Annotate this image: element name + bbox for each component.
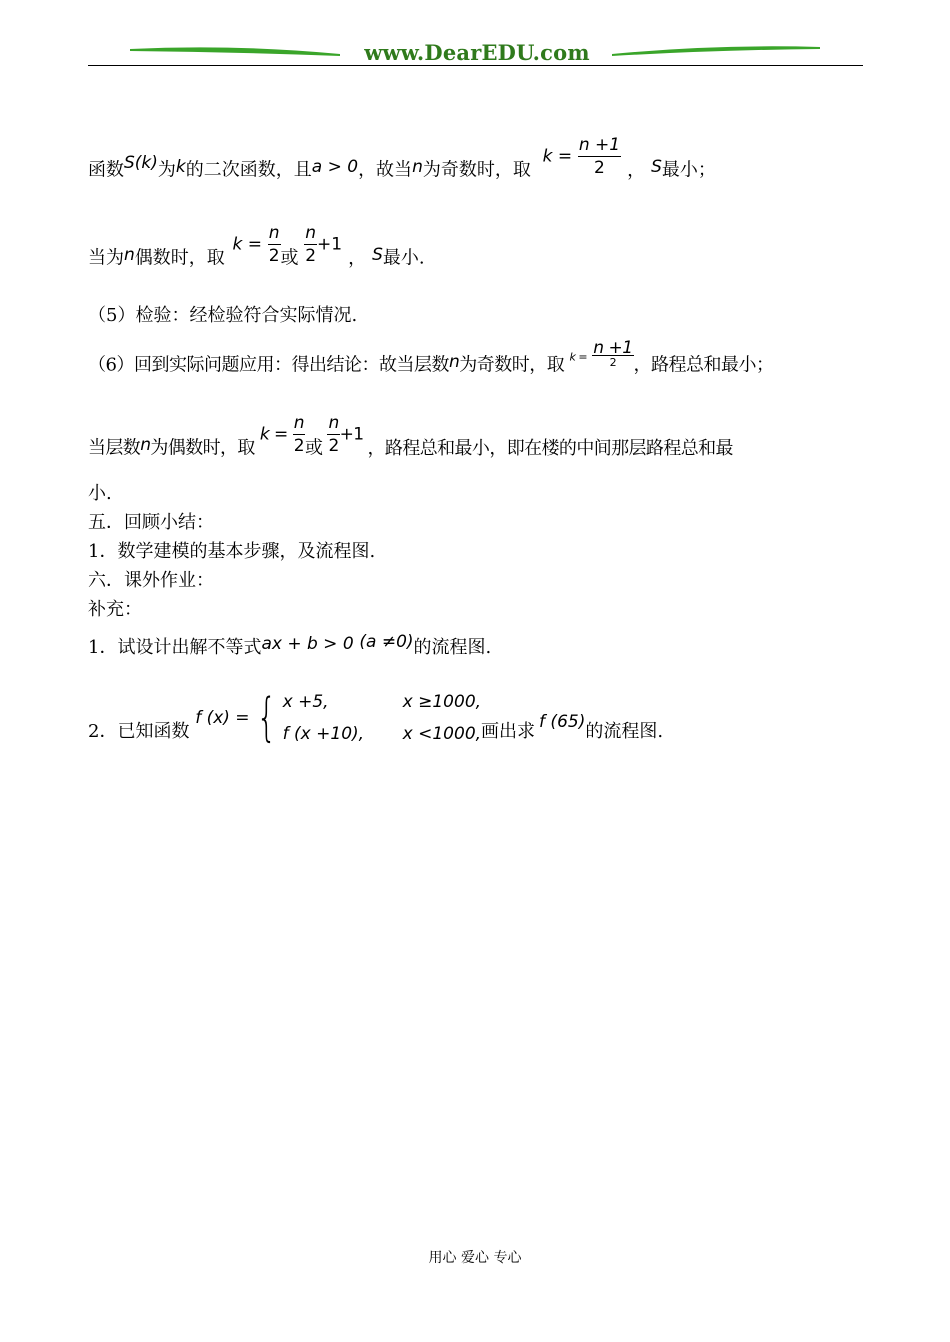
case-row [283,686,481,718]
math-k-eq: k = [232,234,263,255]
paragraph-line-2 [88,223,425,281]
case-expression: x +5, [282,692,329,712]
fraction-denominator: 2 [305,246,317,266]
paragraph-line-8: 1．数学建模的基本步骤，及流程图. [88,541,376,562]
text: 的流程图. [413,637,492,658]
math-n: n [140,434,151,455]
piecewise-function [195,686,481,750]
text: ，路程总和最小，即在楼的中间那层路程总和最 [367,437,733,459]
case-expression: f (x +10), [282,724,365,744]
text: 为 [157,159,176,181]
fraction-denominator: 2 [293,436,304,456]
math-k: k [175,156,186,177]
exercise-1 [88,632,492,660]
header-rule [88,65,863,66]
math-n: n [448,351,460,372]
fraction-numerator: n [305,223,317,243]
text: 画出求 [481,721,536,742]
fraction-denominator: 2 [268,246,280,266]
math-k-eq: k = [542,146,573,167]
math-s: S [651,156,662,177]
text: 或 [304,437,323,459]
math-k-eq: k = [569,350,588,364]
text: 的流程图. [585,721,664,742]
text: 函数 [88,159,124,181]
fraction [592,338,633,369]
math-plus-one: +1 [317,234,343,255]
text: 的二次函数，且 [185,159,312,181]
text: 为奇数时，取 [459,354,565,376]
math-f-65: f (65) [539,712,586,732]
piecewise-cases [283,686,481,750]
section-heading-review: 五．回顾小结： [88,512,214,533]
fraction-denominator: 2 [594,158,605,178]
text: 最小. [382,247,425,269]
math-k-frac [233,222,281,267]
fraction-numerator: n [268,223,280,243]
case-condition: x <1000, [402,724,482,744]
case-row [283,718,481,750]
left-brace: { [256,688,277,748]
text: 或 [280,247,299,269]
fraction-numerator: n +1 [593,338,633,358]
text: ，故当 [358,159,413,181]
text: 偶数时，取 [134,247,225,269]
math-frac-plus-one [304,222,342,267]
fraction [304,222,317,267]
section-heading-homework: 六．课外作业： [88,570,214,591]
math-plus-one: +1 [339,424,364,445]
text: ， [348,247,367,269]
math-k-frac [543,134,621,179]
math-n: n [124,244,135,265]
paragraph-line-4 [88,338,774,380]
math-frac-plus-one [327,412,363,457]
fraction [327,412,339,457]
paragraph-line-3: （5）检验：经检验符合实际情况. [88,305,358,326]
fraction [293,412,305,457]
text: 2．已知函数 [88,721,190,742]
paragraph-line-10: 补充： [88,599,142,620]
fraction-numerator: n +1 [578,135,621,155]
math-f-of-x: f (x) = [195,708,250,728]
math-k-frac [260,412,305,457]
fraction-denominator: 2 [328,436,339,456]
page-footer: 用心 爱心 专心 [428,1250,522,1266]
exercise-2 [88,686,664,748]
right-swoosh-decoration [612,46,820,56]
math-inequality: ax + b > 0 [261,634,354,654]
text: 当层数 [88,437,141,459]
paragraph-line-1 [88,135,716,193]
fraction-numerator: n [293,413,304,433]
text: 1．试设计出解不等式 [88,637,262,658]
paragraph-line-5 [88,413,733,471]
math-k-frac-small [569,338,633,370]
fraction [268,222,281,267]
text: 当为 [88,247,124,269]
text: ，路程总和最小； [633,354,774,376]
text: 为偶数时，取 [150,437,255,459]
case-condition: x ≥1000, [402,692,482,712]
fraction [578,134,621,179]
fraction-denominator: 2 [609,356,617,369]
text: （6）回到实际问题应用：得出结论：故当层数 [88,354,449,376]
left-swoosh-decoration [130,46,340,56]
text: 最小； [661,159,716,181]
math-s-of-k: S(k) [124,152,158,173]
math-s: S [372,244,383,265]
math-a-gt-0: a > 0 [311,156,359,177]
math-n: n [412,156,423,177]
paragraph-line-6: 小. [88,483,112,504]
text: 为奇数时，取 [422,159,531,181]
math-k-eq: k = [259,424,288,445]
fraction-numerator: n [328,413,339,433]
math-condition: (a ≠0) [359,632,414,652]
site-logo-text: www.DearEDU.com [364,40,590,65]
text: ， [627,159,646,181]
